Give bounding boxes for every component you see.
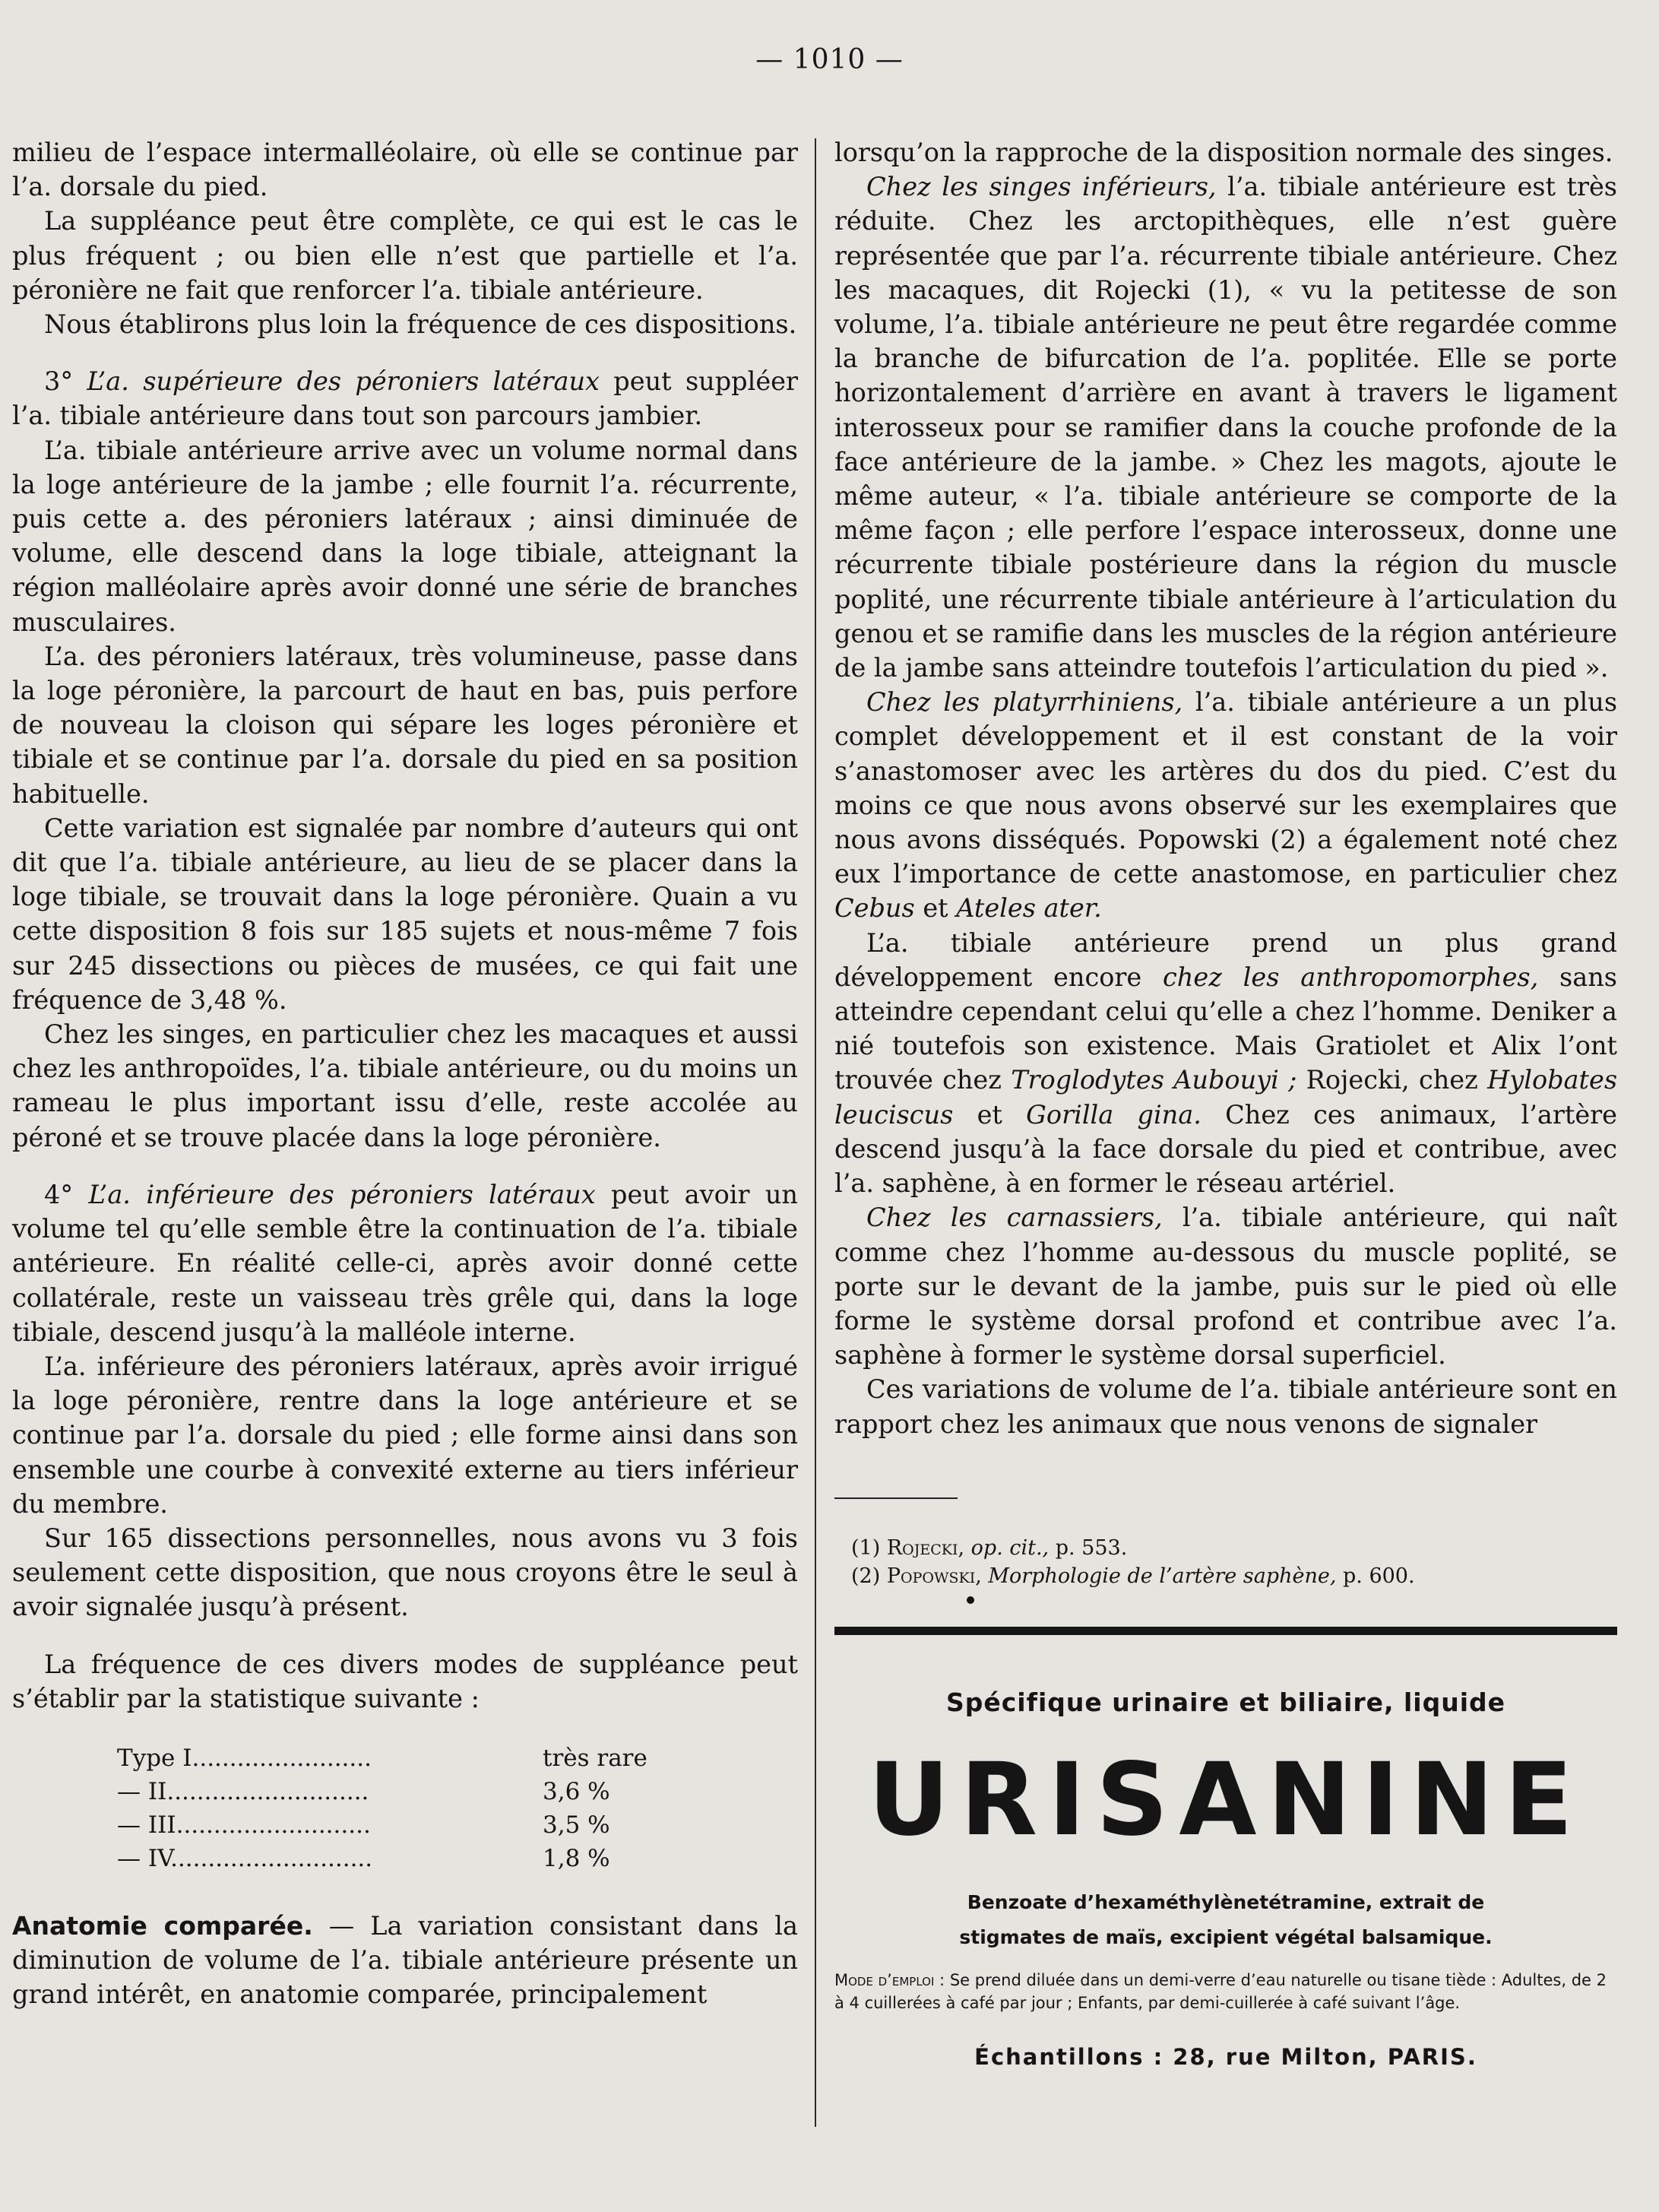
footnote-page: p. 600. <box>1343 1564 1415 1588</box>
table-label: Type I........................ <box>117 1744 372 1772</box>
ad-subtitle: Spécifique urinaire et biliaire, liquide <box>945 1687 1506 1717</box>
paragraph: lorsqu’on la rapproche de la disposition normale des singes. <box>834 138 1613 167</box>
item-text: peut avoir un volume tel qu’elle semble être la continuation de l’a. tibiale antérieure. En réalité celle-ci, après avoir donné cette collatérale, reste un vaisseau très grêle qui, dans la loge tibiale, descend jusqu’à la malléole interne. <box>12 1179 799 1347</box>
table-value: 1,8 % <box>543 1844 610 1872</box>
item-text: peut suppléer l’a. tibiale antérieure dans tout son parcours jambier. <box>12 366 798 431</box>
table-row <box>117 1842 647 1875</box>
paragraph: L’a. inférieure des péroniers latéraux, après avoir irrigué la loge péronière, rentre dans la loge antérieure et se continue par l’a. dorsale du pied ; elle forme ainsi dans son ensemble une courbe à convexité externe au tiers inférieur du membre. <box>12 1351 798 1519</box>
statistics-table <box>117 1741 647 1875</box>
table-value: 3,5 % <box>543 1811 610 1839</box>
ink-dot <box>967 1596 974 1604</box>
ad-composition-line: Benzoate d’hexaméthylènetétramine, extrait de <box>967 1890 1485 1913</box>
paragraph: La suppléance peut être complète, ce qui est le cas le plus fréquent ; ou bien elle n’est que partielle et l’a. péronière ne fait que renforcer l’a. tibiale antérieure. <box>12 206 798 305</box>
table-label: — II........................... <box>117 1777 369 1805</box>
right-column <box>834 135 1617 2074</box>
paragraph: L’a. des péroniers latéraux, très volumineuse, passe dans la loge péronière, la parcourt de haut en bas, puis perfore de nouveau la cloison qui sépare les loges péronière et tibiale et se continue par l’a. dorsale du pied en sa position habituelle. <box>12 641 798 809</box>
table-label: — IV........................... <box>117 1844 373 1872</box>
footnote-reference: Morphologie de l’artère saphène, <box>988 1564 1337 1588</box>
ad-usage-label: Mode d’emploi : <box>834 1970 945 1989</box>
footnote <box>851 1534 1617 1562</box>
emphasis: Chez les carnassiers, <box>866 1203 1163 1233</box>
paragraph-text: L’a. tibiale antérieure prend un plus grand développement encore <box>834 927 1617 992</box>
paragraph-text: sans atteindre cependant celui qu’elle a chez l’homme. Deniker a nié toutefois son existence. Mais Gratiolet et Alix l’ont trouvée chez <box>834 962 1617 1095</box>
paragraph: La fréquence de ces divers modes de suppléance peut s’établir par la statistique suivante : <box>12 1649 798 1713</box>
page-number: — 1010 — <box>755 44 904 75</box>
ad-composition-line: stigmates de maïs, excipient végétal balsamique. <box>959 1925 1493 1948</box>
section-heading: Anatomie comparée. <box>12 1910 313 1941</box>
item-number: 4° <box>44 1179 74 1209</box>
footnote <box>851 1562 1617 1590</box>
table-row <box>117 1741 647 1775</box>
left-column <box>12 135 798 2012</box>
advertisement <box>834 1685 1617 2074</box>
item-title: L’a. inférieure des péroniers latéraux <box>88 1179 596 1209</box>
species-name: Gorilla gina. <box>1026 1099 1202 1130</box>
paragraph <box>12 1909 798 2012</box>
section-text: — La variation consistant dans la diminution de volume de l’a. tibiale antérieure présente un grand intérêt, en anatomie comparée, principalement <box>12 1910 798 2010</box>
emphasis: Chez les singes inférieurs, <box>866 172 1217 202</box>
paragraph <box>834 685 1617 925</box>
ad-usage-text: Se prend diluée dans un demi-verre d’eau naturelle ou tisane tiède : Adultes, de 2 à 4 cuillerées à café par jour ; Enfants, par demi-cuillerée à café suivant l’âge. <box>834 1970 1607 2012</box>
paragraph-text: et <box>923 893 948 924</box>
paragraph-text: et <box>977 1099 1002 1130</box>
table-value: 3,6 % <box>543 1777 610 1805</box>
footnote-author: Popowski, <box>886 1564 982 1588</box>
column-divider <box>815 138 816 2127</box>
advertisement-rule <box>834 1627 1617 1635</box>
paragraph: Ces variations de volume de l’a. tibiale antérieure sont en rapport chez les animaux que nous venons de signaler <box>834 1374 1617 1439</box>
paragraph: L’a. tibiale antérieure arrive avec un volume normal dans la loge antérieure de la jambe ; elle fournit l’a. récurrente, puis cette a. des péroniers latéraux ; ainsi diminuée de volume, elle descend dans la loge tibiale, atteignant la région malléolaire après avoir donné une série de branches musculaires. <box>12 435 798 637</box>
item-title: L’a. supérieure des péroniers latéraux <box>87 366 600 397</box>
ad-usage <box>834 1969 1617 2014</box>
item-number: 3° <box>44 366 74 397</box>
paragraph-text: Rojecki, chez <box>1306 1065 1478 1095</box>
paragraph: Chez les singes, en particulier chez les macaques et aussi chez les anthropoïdes, l’a. tibiale antérieure, ou du moins un rameau le plus important issu d’elle, reste accolée au péroné et se trouve placée dans la loge péronière. <box>12 1019 798 1152</box>
footnote-page: p. 553. <box>1055 1535 1128 1560</box>
species-name: Cebus <box>834 893 915 924</box>
footnote-author: Rojecki, <box>886 1535 965 1560</box>
paragraph-text: l’a. tibiale antérieure est très réduite. Chez les arctopithèques, elle n’est guère représentée que par l’a. récurrente tibiale antérieure. Chez les macaques, dit Rojecki (1), « vu la petitesse de son volume, l’a. tibiale antérieure ne peut être regardée comme la branche de bifurcation de l’a. poplitée. Elle se porte horizontalement d’arrière en avant à travers le ligament interosseux pour se ramifier dans la couche profonde de la face antérieure de la jambe. » Chez les magots, ajoute le même auteur, « l’a. tibiale antérieure se comporte de la même façon ; elle perfore l’espace interosseux, donne une récurrente tibiale postérieure dans la région du muscle poplité, une récurrente tibiale antérieure à l’articulation du genou et se ramifie dans les muscles de la région antérieure de la jambe sans atteindre toutefois l’articulation du pied ». <box>834 172 1617 683</box>
paragraph-text: l’a. tibiale antérieure a un plus complet développement et il est constant de la voir s’anastomoser avec les artères du dos du pied. C’est du moins ce que nous avons observé sur les exemplaires que nous avons disséqués. Popowski (2) a également noté chez eux l’importance de cette anastomose, en particulier chez <box>834 687 1618 889</box>
footnote-rule <box>834 1497 958 1499</box>
paragraph: Sur 165 dissections personnelles, nous avons vu 3 fois seulement cette disposition, que nous croyons être le seul à avoir signalée jusqu’à présent. <box>12 1523 798 1622</box>
ad-composition <box>834 1885 1617 1955</box>
footnotes <box>834 1534 1617 1590</box>
table-label: — III.......................... <box>117 1811 371 1839</box>
ad-brand-name: URISANINE <box>868 1741 1584 1859</box>
table-value: très rare <box>543 1744 647 1772</box>
paragraph-text: Chez ces animaux, l’artère descend jusqu’à la face dorsale du pied et contribue, avec l’a. saphène, à en former le réseau artériel. <box>834 1099 1618 1199</box>
footnote-number: (1) <box>851 1535 881 1560</box>
species-name: Troglodytes Aubouyi ; <box>1011 1065 1297 1095</box>
emphasis: Chez les platyrrhiniens, <box>866 687 1183 718</box>
paragraph <box>12 364 798 433</box>
footnote-number: (2) <box>851 1564 881 1588</box>
paragraph: milieu de l’espace intermalléolaire, où elle se continue par l’a. dorsale du pied. <box>12 138 798 202</box>
paragraph <box>834 1200 1617 1372</box>
species-name: Ateles ater. <box>956 893 1102 924</box>
paragraph: Nous établirons plus loin la fréquence de ces dispositions. <box>44 309 797 340</box>
paragraph-text: l’a. tibiale antérieure, qui naît comme chez l’homme au-dessous du muscle poplité, se porte sur le devant de la jambe, puis sur le pied où elle forme le système dorsal profond et contribue avec l’a. saphène à former le système dorsal superficiel. <box>834 1203 1617 1371</box>
footnote-reference: op. cit., <box>970 1535 1050 1560</box>
species-name: Hylobates leuciscus <box>834 1065 1618 1130</box>
emphasis: chez les anthropomorphes, <box>1163 962 1539 992</box>
paragraph: Cette variation est signalée par nombre d’auteurs qui ont dit que l’a. tibiale antérieure, au lieu de se placer dans la loge tibiale, se trouvait dans la loge péronière. Quain a vu cette disposition 8 fois sur 185 sujets et nous-même 7 fois sur 245 dissections ou pièces de musées, ce qui fait une fréquence de 3,48 %. <box>12 813 798 1015</box>
paragraph <box>12 1177 798 1349</box>
paragraph <box>834 926 1617 1201</box>
ad-samples-address: Échantillons : 28, rue Milton, PARIS. <box>974 2043 1477 2070</box>
table-row <box>117 1775 647 1808</box>
table-row <box>117 1808 647 1842</box>
paragraph <box>834 170 1617 685</box>
